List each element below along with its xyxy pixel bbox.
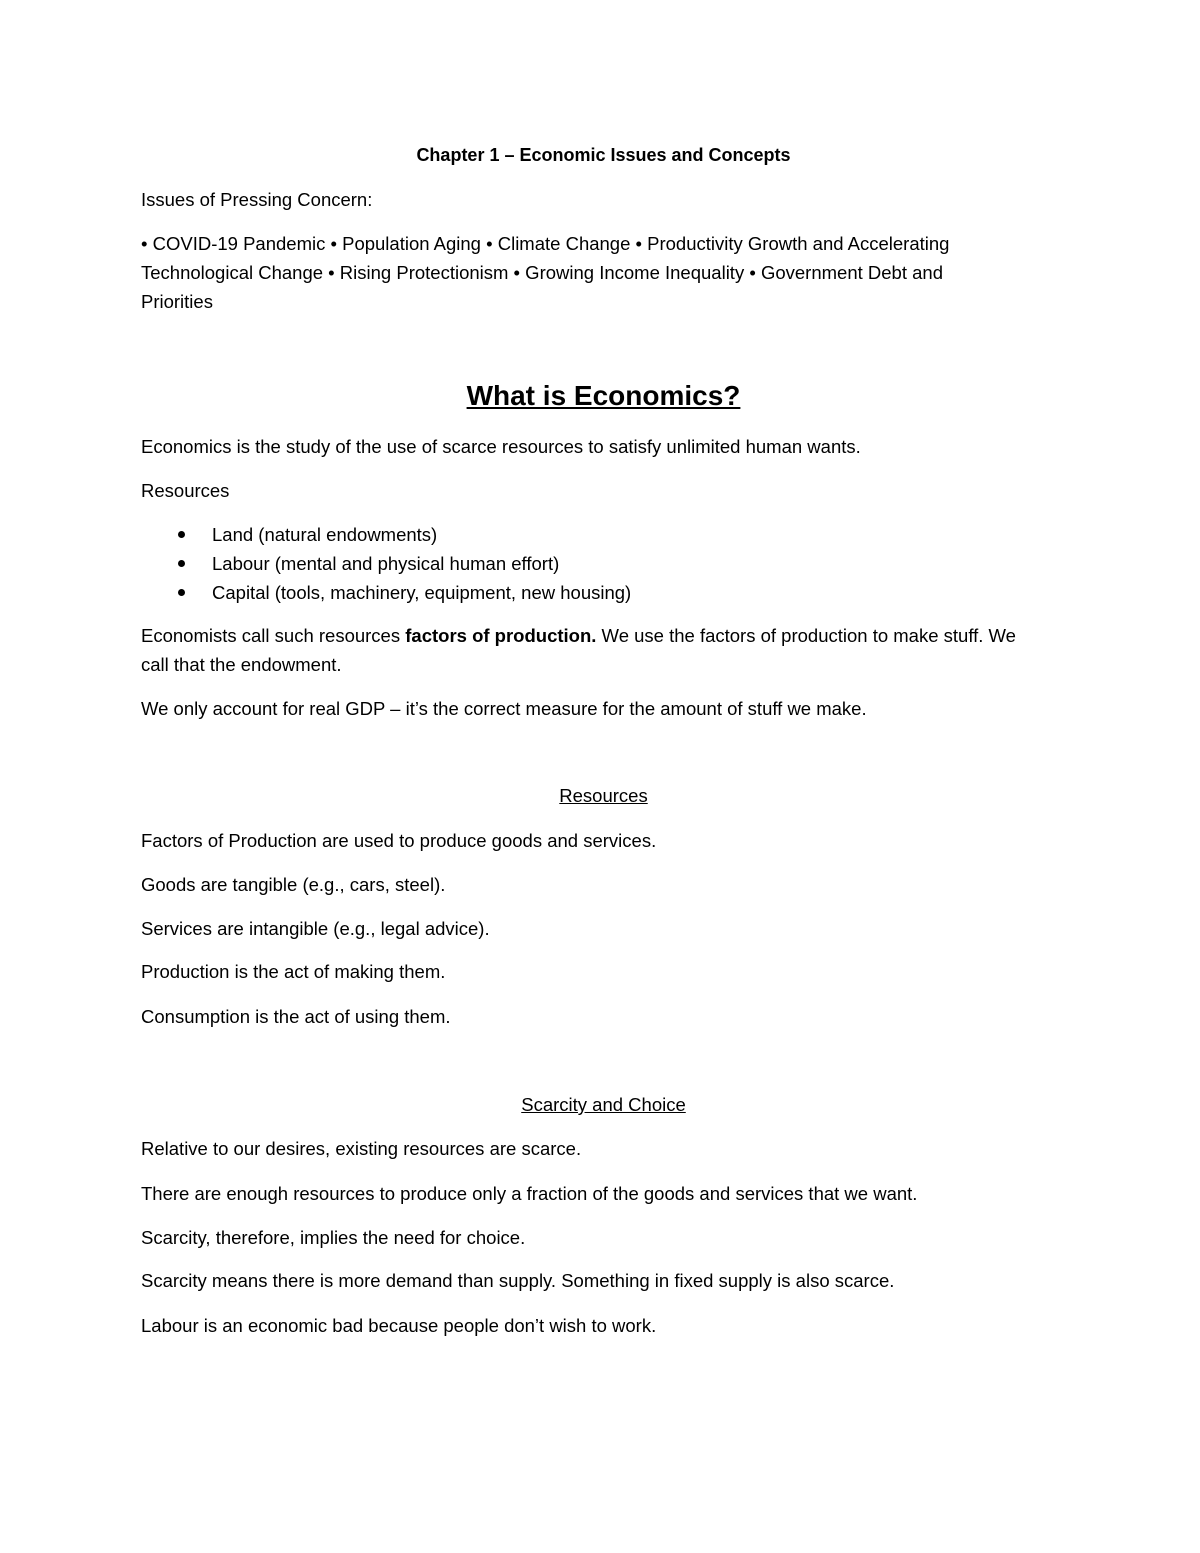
issues-label: Issues of Pressing Concern: <box>141 189 373 210</box>
chapter-title: Chapter 1 – Economic Issues and Concepts <box>416 145 791 165</box>
issues-line: Priorities <box>141 291 213 312</box>
factors-line: Economists call such resources factors of production. We use the factors of production to make stuff. We <box>141 625 1016 646</box>
resources-paragraph: Services are intangible (e.g., legal advice). <box>141 918 490 939</box>
list-item: Land (natural endowments) <box>141 520 1066 549</box>
gdp-paragraph: We only account for real GDP – it’s the correct measure for the amount of stuff we make. <box>141 698 867 719</box>
resources-paragraph: Production is the act of making them. <box>141 961 446 982</box>
scarcity-paragraph: There are enough resources to produce only a fraction of the goods and services that we want. <box>141 1183 918 1204</box>
factors-of-production-term: factors of production. <box>405 625 597 646</box>
bullet-icon <box>178 589 185 596</box>
scarcity-paragraph: Scarcity, therefore, implies the need for choice. <box>141 1227 526 1248</box>
issues-line: • COVID-19 Pandemic • Population Aging • Climate Change • Productivity Growth and Accelerating <box>141 233 950 254</box>
issues-paragraph <box>141 229 1066 316</box>
list-item: Capital (tools, machinery, equipment, new housing) <box>141 578 1066 607</box>
resources-paragraph: Goods are tangible (e.g., cars, steel). <box>141 874 446 895</box>
factors-paragraph <box>141 621 1066 679</box>
bullet-icon <box>178 531 185 538</box>
resources-paragraph: Consumption is the act of using them. <box>141 1006 451 1027</box>
bullet-icon <box>178 560 185 567</box>
what-is-economics-heading: What is Economics? <box>466 380 741 411</box>
scarcity-paragraph: Labour is an economic bad because people don’t wish to work. <box>141 1315 657 1336</box>
scarcity-paragraph: Scarcity means there is more demand than supply. Something in fixed supply is also scarce. <box>141 1270 895 1291</box>
scarcity-paragraph: Relative to our desires, existing resources are scarce. <box>141 1138 582 1159</box>
list-item: Labour (mental and physical human effort) <box>141 549 1066 578</box>
resources-paragraph: Factors of Production are used to produce goods and services. <box>141 830 657 851</box>
economics-definition: Economics is the study of the use of scarce resources to satisfy unlimited human wants. <box>141 436 861 457</box>
resources-heading: Resources <box>559 785 648 806</box>
resources-list <box>141 520 1066 607</box>
scarcity-heading: Scarcity and Choice <box>521 1094 686 1115</box>
factors-line: call that the endowment. <box>141 654 342 675</box>
resources-label: Resources <box>141 480 230 501</box>
issues-line: Technological Change • Rising Protectionism • Growing Income Inequality • Government Debt and <box>141 262 943 283</box>
